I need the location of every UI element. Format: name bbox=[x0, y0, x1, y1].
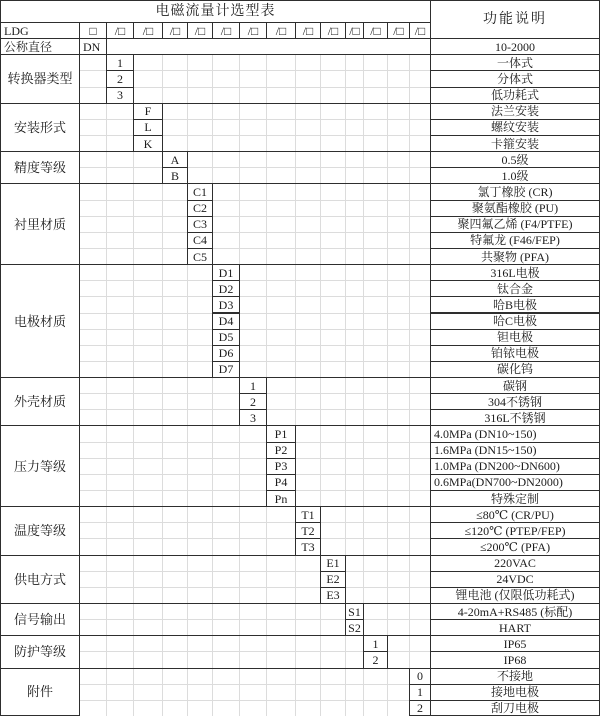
option-desc: HART bbox=[430, 619, 600, 636]
faint-gridline-h bbox=[79, 135, 430, 136]
option-code: C2 bbox=[187, 200, 213, 217]
option-code: K bbox=[133, 135, 163, 152]
model-slot: /□ bbox=[387, 22, 410, 39]
model-slot: /□ bbox=[106, 22, 134, 39]
option-desc: 24VDC bbox=[430, 571, 600, 588]
category-label: 供电方式 bbox=[0, 555, 80, 604]
faint-gridline-h bbox=[79, 458, 430, 459]
title-divider bbox=[0, 22, 430, 23]
option-code: E2 bbox=[320, 571, 346, 588]
option-desc: 220VAC bbox=[430, 555, 600, 572]
block-divider bbox=[0, 103, 600, 104]
model-slot: /□ bbox=[212, 22, 240, 39]
option-code: F bbox=[133, 103, 163, 120]
block-divider bbox=[0, 38, 600, 39]
option-desc: 卡箍安装 bbox=[430, 135, 600, 152]
faint-gridline-h bbox=[79, 442, 430, 443]
category-label: 外壳材质 bbox=[0, 377, 80, 426]
faint-gridline-h bbox=[79, 571, 430, 572]
option-code: D7 bbox=[212, 361, 240, 378]
block-divider bbox=[0, 425, 600, 426]
option-code: D5 bbox=[212, 329, 240, 346]
block-divider bbox=[0, 183, 600, 184]
category-label: 附件 bbox=[0, 668, 80, 716]
dn-desc: 10-2000 bbox=[430, 38, 600, 55]
option-code: E3 bbox=[320, 587, 346, 604]
block-divider bbox=[0, 54, 600, 55]
faint-gridline-v bbox=[295, 54, 296, 716]
model-slot: /□ bbox=[345, 22, 364, 39]
option-code: P2 bbox=[266, 442, 296, 459]
faint-gridline-h bbox=[79, 700, 430, 701]
faint-gridline-h bbox=[79, 587, 430, 588]
option-desc: 钽电极 bbox=[430, 329, 600, 346]
faint-gridline-v bbox=[106, 54, 107, 716]
option-desc: 刮刀电极 bbox=[430, 700, 600, 716]
option-desc: 螺纹安装 bbox=[430, 119, 600, 136]
option-desc: 共聚物 (PFA) bbox=[430, 248, 600, 265]
option-code: 1 bbox=[239, 377, 267, 394]
option-desc: 聚四氟乙烯 (F4/PTFE) bbox=[430, 216, 600, 233]
option-code: 2 bbox=[409, 700, 431, 716]
category-label: 衬里材质 bbox=[0, 183, 80, 265]
faint-gridline-h bbox=[79, 619, 430, 620]
option-desc: IP68 bbox=[430, 651, 600, 668]
faint-gridline-v bbox=[387, 54, 388, 716]
model-first-box: □ bbox=[79, 22, 107, 39]
faint-gridline-h bbox=[79, 361, 430, 362]
option-code: C4 bbox=[187, 232, 213, 249]
block-divider bbox=[0, 151, 600, 152]
option-desc: 316L不锈钢 bbox=[430, 409, 600, 426]
faint-gridline-h bbox=[79, 200, 430, 201]
option-code: C3 bbox=[187, 216, 213, 233]
faint-gridline-h bbox=[79, 119, 430, 120]
option-code: E1 bbox=[320, 555, 346, 572]
model-slot: /□ bbox=[162, 22, 188, 39]
model-slot: /□ bbox=[363, 22, 388, 39]
block-divider bbox=[0, 264, 600, 265]
option-desc: 316L电极 bbox=[430, 264, 600, 281]
model-slot: /□ bbox=[239, 22, 267, 39]
option-code: T2 bbox=[295, 522, 321, 539]
category-label: 压力等级 bbox=[0, 425, 80, 507]
faint-gridline-v bbox=[320, 54, 321, 716]
option-desc: 聚氨酯橡胶 (PU) bbox=[430, 200, 600, 217]
option-code: 3 bbox=[239, 409, 267, 426]
option-code: T3 bbox=[295, 538, 321, 555]
model-prefix: LDG bbox=[0, 22, 80, 39]
function-header: 功能说明 bbox=[430, 0, 600, 39]
option-desc: 法兰安装 bbox=[430, 103, 600, 120]
block-divider bbox=[0, 603, 600, 604]
category-label: 温度等级 bbox=[0, 506, 80, 555]
category-label: 精度等级 bbox=[0, 151, 80, 184]
option-code: T1 bbox=[295, 506, 321, 523]
faint-gridline-h bbox=[79, 280, 430, 281]
faint-gridline-h bbox=[79, 167, 430, 168]
option-desc: 4-20mA+RS485 (标配) bbox=[430, 603, 600, 620]
faint-gridline-h bbox=[79, 248, 430, 249]
faint-gridline-h bbox=[79, 684, 430, 685]
option-desc: 分体式 bbox=[430, 70, 600, 87]
option-code: P4 bbox=[266, 474, 296, 491]
model-slot: /□ bbox=[409, 22, 431, 39]
option-code: A bbox=[162, 151, 188, 168]
option-code: 1 bbox=[409, 684, 431, 701]
faint-gridline-h bbox=[79, 490, 430, 491]
block-divider bbox=[0, 506, 600, 507]
option-desc: 304不锈钢 bbox=[430, 393, 600, 410]
option-desc: 不接地 bbox=[430, 668, 600, 685]
option-desc: 锂电池 (仅限低功耗式) bbox=[430, 587, 600, 604]
option-desc: 1.0MPa (DN200~DN600) bbox=[430, 458, 600, 475]
option-desc: 钛合金 bbox=[430, 280, 600, 297]
model-slot: /□ bbox=[133, 22, 163, 39]
option-desc: 碳钢 bbox=[430, 377, 600, 394]
faint-gridline-h bbox=[79, 216, 430, 217]
dn-code: DN bbox=[79, 38, 107, 55]
option-desc: ≤200℃ (PFA) bbox=[430, 538, 600, 555]
option-desc: 哈C电极 bbox=[430, 313, 600, 330]
option-code: 1 bbox=[363, 635, 388, 652]
option-code: D3 bbox=[212, 296, 240, 313]
option-code: D2 bbox=[212, 280, 240, 297]
category-label: 转换器类型 bbox=[0, 54, 80, 103]
model-slot: /□ bbox=[187, 22, 213, 39]
option-code: S2 bbox=[345, 619, 364, 636]
option-code: P1 bbox=[266, 425, 296, 442]
option-code: L bbox=[133, 119, 163, 136]
option-code: D4 bbox=[212, 313, 240, 330]
faint-gridline-v bbox=[212, 54, 213, 716]
option-code: B bbox=[162, 167, 188, 184]
option-desc: 一体式 bbox=[430, 54, 600, 71]
model-slot: /□ bbox=[266, 22, 296, 39]
block-divider bbox=[0, 555, 600, 556]
model-slot: /□ bbox=[295, 22, 321, 39]
option-code: 3 bbox=[106, 87, 134, 104]
option-desc: 0.6MPa(DN700~DN2000) bbox=[430, 474, 600, 491]
faint-gridline-v bbox=[133, 54, 134, 716]
category-label: 电极材质 bbox=[0, 264, 80, 378]
faint-gridline-h bbox=[79, 296, 430, 297]
dn-label: 公称直径 bbox=[0, 38, 80, 55]
option-desc: 0.5级 bbox=[430, 151, 600, 168]
block-divider bbox=[0, 635, 600, 636]
faint-gridline-v bbox=[409, 54, 410, 716]
option-code: S1 bbox=[345, 603, 364, 620]
option-desc: 低功耗式 bbox=[430, 87, 600, 104]
table-title: 电磁流量计选型表 bbox=[0, 0, 431, 23]
option-desc: 特氟龙 (F46/FEP) bbox=[430, 232, 600, 249]
faint-gridline-h bbox=[79, 329, 430, 330]
option-desc: 特殊定制 bbox=[430, 490, 600, 507]
option-desc: ≤80℃ (CR/PU) bbox=[430, 506, 600, 523]
option-desc: IP65 bbox=[430, 635, 600, 652]
option-code: D6 bbox=[212, 345, 240, 362]
option-desc: ≤120℃ (PTEP/FEP) bbox=[430, 522, 600, 539]
option-code: P3 bbox=[266, 458, 296, 475]
option-code: C1 bbox=[187, 183, 213, 200]
faint-gridline-h bbox=[79, 232, 430, 233]
option-desc: 氯丁橡胶 (CR) bbox=[430, 183, 600, 200]
option-code: C5 bbox=[187, 248, 213, 265]
model-slot: /□ bbox=[320, 22, 346, 39]
option-code: 0 bbox=[409, 668, 431, 685]
faint-gridline-h bbox=[79, 474, 430, 475]
faint-gridline-h bbox=[79, 345, 430, 346]
option-desc: 铂铱电极 bbox=[430, 345, 600, 362]
option-code: 2 bbox=[239, 393, 267, 410]
option-desc: 碳化钨 bbox=[430, 361, 600, 378]
block-divider bbox=[0, 668, 600, 669]
faint-gridline-h bbox=[79, 313, 430, 314]
option-code: Pn bbox=[266, 490, 296, 507]
faint-gridline-h bbox=[79, 538, 430, 539]
option-desc: 4.0MPa (DN10~150) bbox=[430, 425, 600, 442]
category-label: 安装形式 bbox=[0, 103, 80, 152]
option-code: 1 bbox=[106, 54, 134, 71]
option-desc: 1.0级 bbox=[430, 167, 600, 184]
option-desc: 接地电极 bbox=[430, 684, 600, 701]
category-label: 防护等级 bbox=[0, 635, 80, 668]
option-code: D1 bbox=[212, 264, 240, 281]
option-code: 2 bbox=[106, 70, 134, 87]
option-code: 2 bbox=[363, 651, 388, 668]
option-desc: 1.6MPa (DN15~150) bbox=[430, 442, 600, 459]
category-label: 信号输出 bbox=[0, 603, 80, 636]
faint-gridline-h bbox=[79, 522, 430, 523]
block-divider bbox=[0, 377, 600, 378]
option-desc: 哈B电极 bbox=[430, 296, 600, 313]
